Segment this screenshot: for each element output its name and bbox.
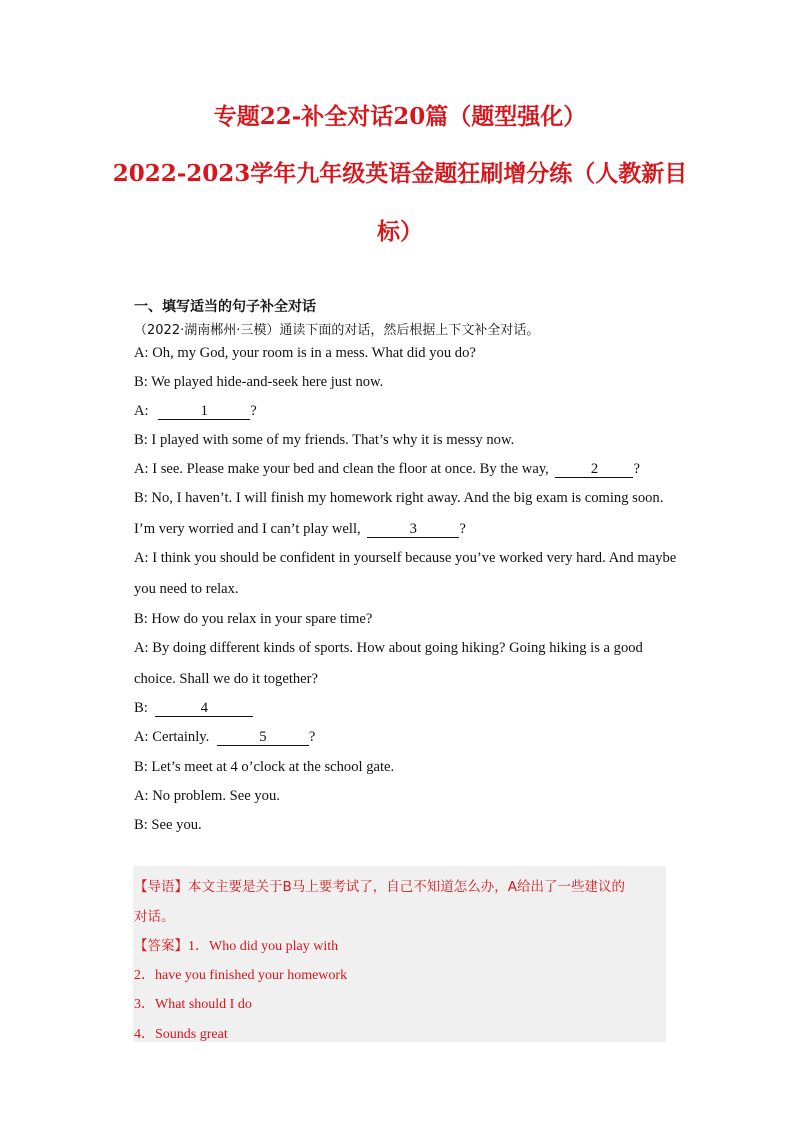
- answer-item: 4．Sounds great: [134, 1027, 228, 1042]
- question-mark: ?: [633, 461, 640, 477]
- dialogue-line: A: I think you should be confident in yourself because you’ve worked very hard. And maybe: [134, 550, 677, 566]
- blank-1: 1: [158, 404, 250, 420]
- dialogue-text: A: Certainly.: [134, 729, 213, 745]
- document-title-line-2: 2022-2023学年九年级英语金题狂刷增分练（人教新目: [112, 160, 688, 187]
- answer-item: 3．What should I do: [134, 997, 252, 1012]
- dialogue-line: choice. Shall we do it together?: [134, 671, 318, 687]
- answer-label: 【答案】: [134, 938, 188, 954]
- answer-item: 1．Who did you play with: [188, 939, 339, 954]
- dialogue-line: A: No problem. See you.: [134, 788, 280, 804]
- question-mark: ?: [250, 403, 257, 419]
- section-heading: 一、填写适当的句子补全对话: [134, 299, 316, 315]
- question-mark: ?: [459, 521, 466, 537]
- blank-5: 5: [217, 730, 309, 746]
- dialogue-line: [134, 403, 257, 420]
- answer-item: 2．have you finished your homework: [134, 968, 348, 983]
- document-title-line-1: 专题22-补全对话20篇（题型强化）: [213, 103, 587, 130]
- dialogue-line: B: How do you relax in your spare time?: [134, 611, 373, 627]
- dialogue-line: [134, 461, 640, 478]
- dialogue-line: [134, 521, 466, 538]
- dialogue-line: B: I played with some of my friends. That’s why it is messy now.: [134, 432, 515, 448]
- document-title-line-3: 标）: [377, 218, 423, 245]
- dialogue-line: [134, 700, 253, 717]
- blank-2: 2: [555, 462, 633, 478]
- dialogue-line: A: By doing different kinds of sports. How about going hiking? Going hiking is a good: [134, 640, 643, 656]
- source-note: （2022·湖南郴州·三模）通读下面的对话，然后根据上下文补全对话。: [134, 323, 540, 338]
- guide-text: 本文主要是关于B马上要考试了，自己不知道怎么办，A给出了一些建议的: [188, 879, 625, 895]
- dialogue-line: B: We played hide-and-seek here just now.: [134, 374, 384, 390]
- speaker-prefix: B:: [134, 700, 152, 716]
- answer-line: [134, 934, 338, 955]
- dialogue-line: you need to relax.: [134, 581, 239, 597]
- guide-line: [134, 875, 625, 896]
- speaker-prefix: A:: [134, 403, 153, 419]
- guide-label: 【导语】: [134, 879, 188, 895]
- blank-4: 4: [155, 701, 253, 717]
- guide-text-continued: 对话。: [134, 909, 175, 925]
- question-mark: ?: [308, 729, 316, 745]
- dialogue-line: A: Oh, my God, your room is in a mess. What did you do?: [134, 345, 476, 361]
- dialogue-line: [134, 729, 315, 746]
- dialogue-text: I’m very worried and I can’t play well,: [134, 521, 365, 537]
- dialogue-line: B: Let’s meet at 4 o’clock at the school gate.: [134, 759, 395, 775]
- dialogue-text: A: I see. Please make your bed and clean the floor at once. By the way,: [134, 461, 553, 477]
- dialogue-line: B: See you.: [134, 817, 202, 833]
- dialogue-line: B: No, I haven’t. I will finish my homework right away. And the big exam is coming soon.: [134, 490, 664, 506]
- blank-3: 3: [367, 522, 459, 538]
